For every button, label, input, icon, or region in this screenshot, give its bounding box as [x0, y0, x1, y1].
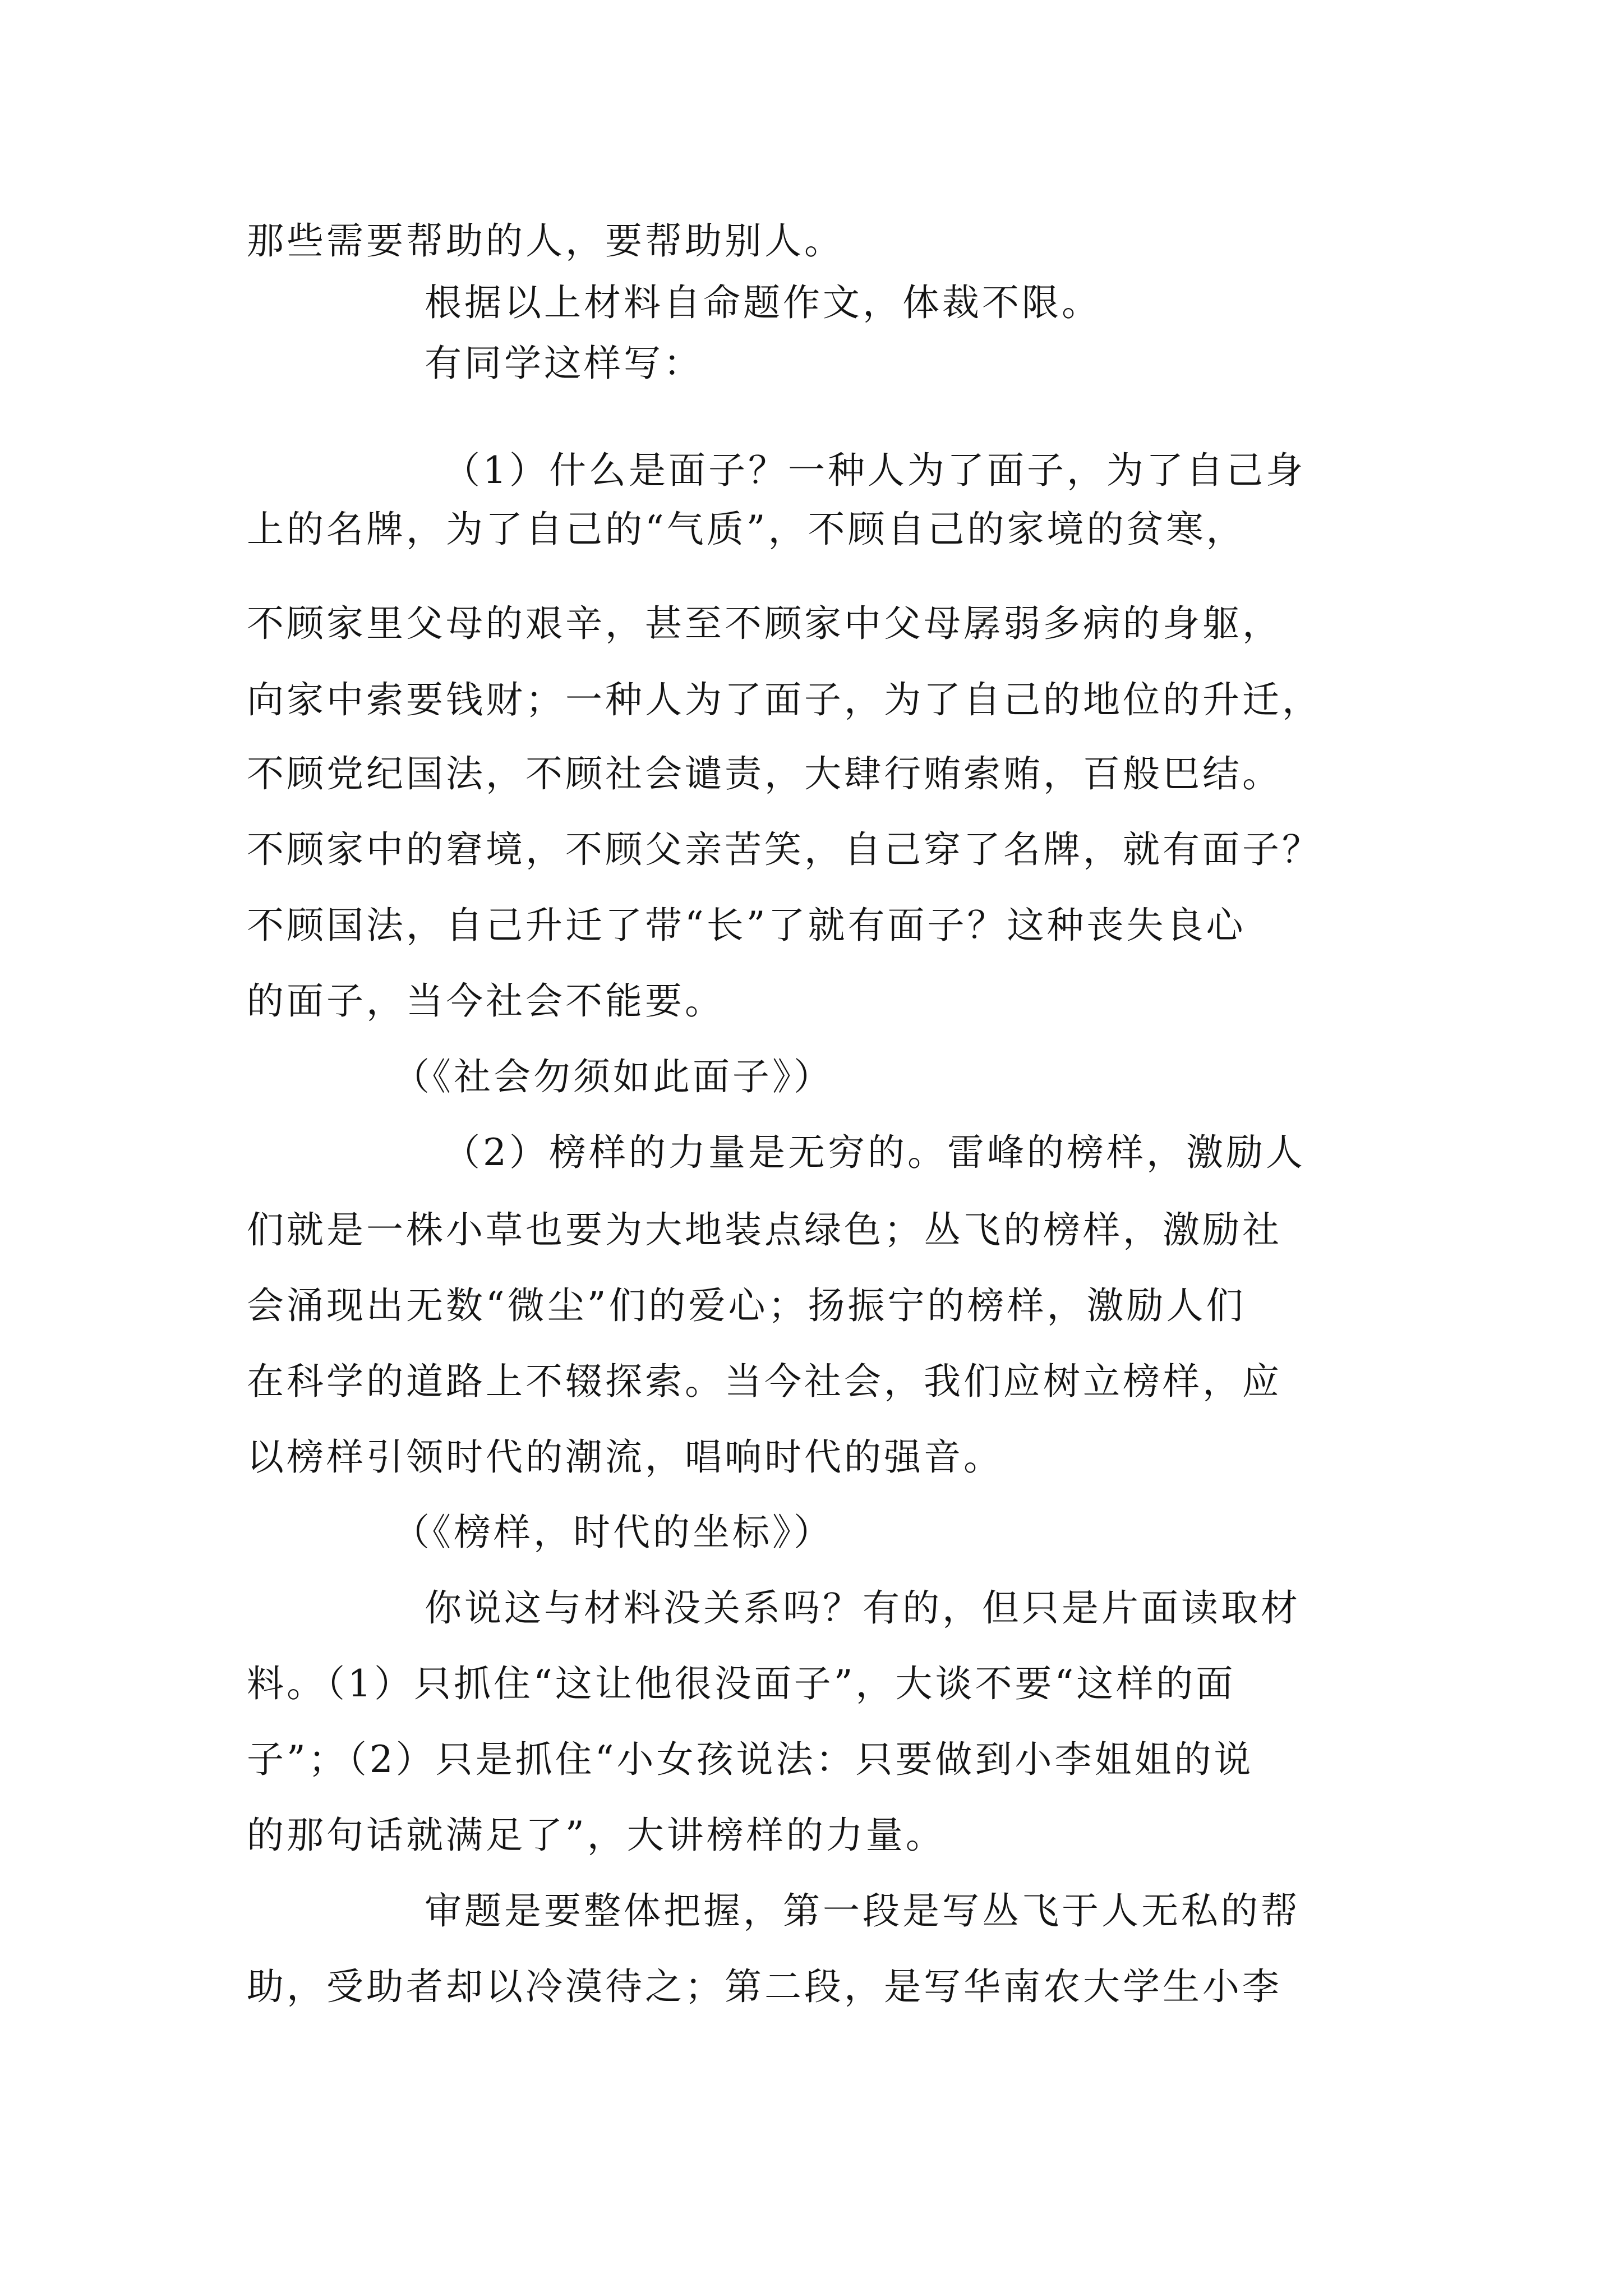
text-line: 不顾国法，自己升迁了带“长”了就有面子？这种丧失良心 — [247, 904, 1246, 947]
text-line: 子”；（2）只是抓住“小女孩说法：只要做到小李姐姐的说 — [247, 1738, 1254, 1781]
text-line: 会涌现出无数“微尘”们的爱心；扬振宁的榜样，激励人们 — [247, 1284, 1246, 1327]
text-line: 助，受助者却以冷漠待之；第二段，是写华南农大学生小李 — [247, 1965, 1282, 2008]
text-line: 上的名牌，为了自己的“气质”，不顾自己的家境的贫寒， — [247, 508, 1246, 551]
text-line: 们就是一株小草也要为大地装点绿色；丛飞的榜样，激励社 — [247, 1208, 1282, 1251]
text-line: 以榜样引领时代的潮流，唱响时代的强音。 — [247, 1435, 1003, 1479]
text-line: 在科学的道路上不辍探索。当今社会，我们应树立榜样，应 — [247, 1360, 1282, 1403]
text-line: 那些需要帮助的人，要帮助别人。 — [247, 219, 844, 263]
text-line: 你说这与材料没关系吗？有的，但只是片面读取材 — [425, 1586, 1301, 1630]
text-line: 的面子，当今社会不能要。 — [247, 979, 725, 1023]
text-line: 不顾家里父母的艰辛，甚至不顾家中父母孱弱多病的身躯， — [247, 602, 1282, 645]
text-line: 向家中索要钱财；一种人为了面子，为了自己的地位的升迁， — [247, 678, 1322, 721]
text-line: 的那句话就满足了”，大讲榜样的力量。 — [247, 1814, 946, 1857]
text-line: 料。（1）只抓住“这让他很没面子”，大谈不要“这样的面 — [247, 1662, 1236, 1705]
text-line: 根据以上材料自命题作文，体裁不限。 — [425, 281, 1101, 324]
text-line: （1）什么是面子？一种人为了面子，为了自己身 — [443, 449, 1306, 492]
text-line: 有同学这样写： — [425, 342, 703, 385]
text-line: 审题是要整体把握，第一段是写丛飞于人无私的帮 — [425, 1889, 1301, 1932]
text-line: （《榜样，时代的坐标》） — [393, 1511, 833, 1554]
text-line: （《社会勿须如此面子》） — [393, 1055, 833, 1098]
text-line: 不顾家中的窘境，不顾父亲苦笑，自己穿了名牌，就有面子？ — [247, 828, 1322, 871]
text-line: 不顾党纪国法，不顾社会谴责，大肆行贿索贿，百般巴结。 — [247, 752, 1282, 795]
text-line: （2）榜样的力量是无穷的。雷峰的榜样，激励人 — [443, 1131, 1306, 1174]
